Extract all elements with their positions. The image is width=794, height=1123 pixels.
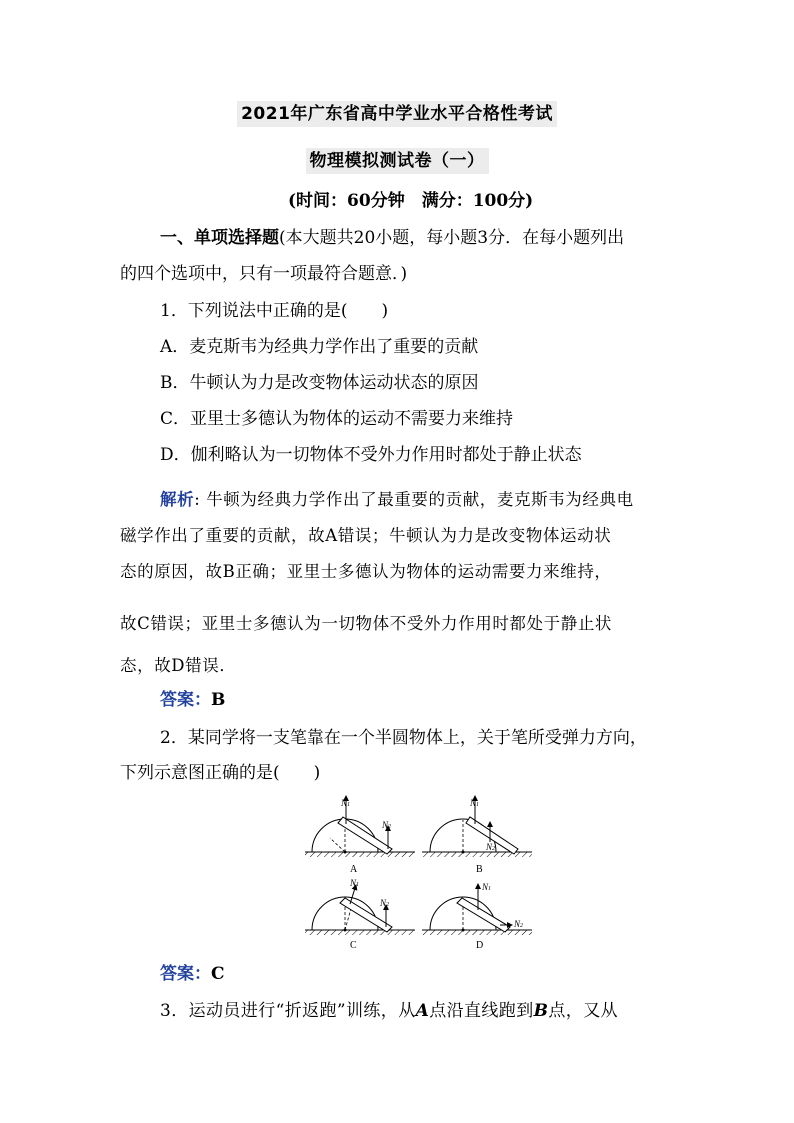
exam-title: 2021年广东省高中学业水平合格性考试 xyxy=(0,101,794,127)
q3-stem: 3．运动员进行“折返跑”训练，从A点沿直线跑到B点，又从 xyxy=(160,1001,618,1021)
panel-label-a: A xyxy=(350,864,358,875)
q1-analysis-line-1: 解析: 牛顿为经典力学作出了最重要的贡献，麦克斯韦为经典电 xyxy=(160,490,634,509)
section-heading: 一、单项选择题(本大题共20小题，每小题3分．在每小题列出 xyxy=(160,228,625,248)
diagram-a xyxy=(305,796,415,875)
analysis-label: 解析 xyxy=(160,490,195,509)
q1-analysis-line-5: 态，故D错误． xyxy=(120,656,237,675)
q1-option-c: C．亚里士多德认为物体的运动不需要力来维持 xyxy=(160,409,514,429)
q1-analysis-line-4: 故C错误；亚里士多德认为一切物体不受外力作用时都处于静止状 xyxy=(120,614,613,633)
panel-label-d: D xyxy=(476,940,484,951)
label-n2-c: N2 xyxy=(380,898,390,908)
q2-stem-2: 下列示意图正确的是( ) xyxy=(120,763,321,783)
label-n2-a: N2 xyxy=(382,820,392,830)
q1-analysis-line-3: 态的原因，故B正确；亚里士多德认为物体的运动需要力来维持， xyxy=(120,562,612,581)
label-n1-a: N1 xyxy=(341,798,351,808)
label-n2-d: N2 xyxy=(514,919,524,929)
q1-answer: 答案：B xyxy=(160,690,226,710)
q2-answer: 答案：C xyxy=(160,964,225,984)
exam-subtitle: 物理模拟测试卷（一） xyxy=(0,148,794,174)
q1-analysis-line-2: 磁学作出了重要的贡献，故A错误；牛顿认为力是改变物体运动状 xyxy=(120,526,612,545)
q1-stem: 1．下列说法中正确的是( ) xyxy=(160,301,389,321)
label-n2-b: N2 xyxy=(486,842,496,852)
q1-option-b: B．牛顿认为力是改变物体运动状态的原因 xyxy=(160,373,479,393)
panel-label-b: B xyxy=(476,864,483,875)
diagram-c xyxy=(305,878,415,951)
label-n1-b: N1 xyxy=(470,798,480,808)
q2-stem-1: 2．某同学将一支笔靠在一个半圆物体上，关于笔所受弹力方向， xyxy=(160,728,647,748)
label-n1-d: N1 xyxy=(482,882,492,892)
panel-label-c: C xyxy=(350,940,357,951)
q1-option-a: A．麦克斯韦为经典力学作出了重要的贡献 xyxy=(160,337,479,357)
diagram-b xyxy=(422,796,532,875)
label-n1-c: N1 xyxy=(350,878,360,888)
section-desc: 的四个选项中，只有一项最符合题意．) xyxy=(120,264,408,284)
diagram-d xyxy=(422,882,532,951)
time-info: (时间：60分钟 满分：100分) xyxy=(288,191,534,211)
q1-option-d: D．伽利略认为一切物体不受外力作用时都处于静止状态 xyxy=(160,445,582,465)
